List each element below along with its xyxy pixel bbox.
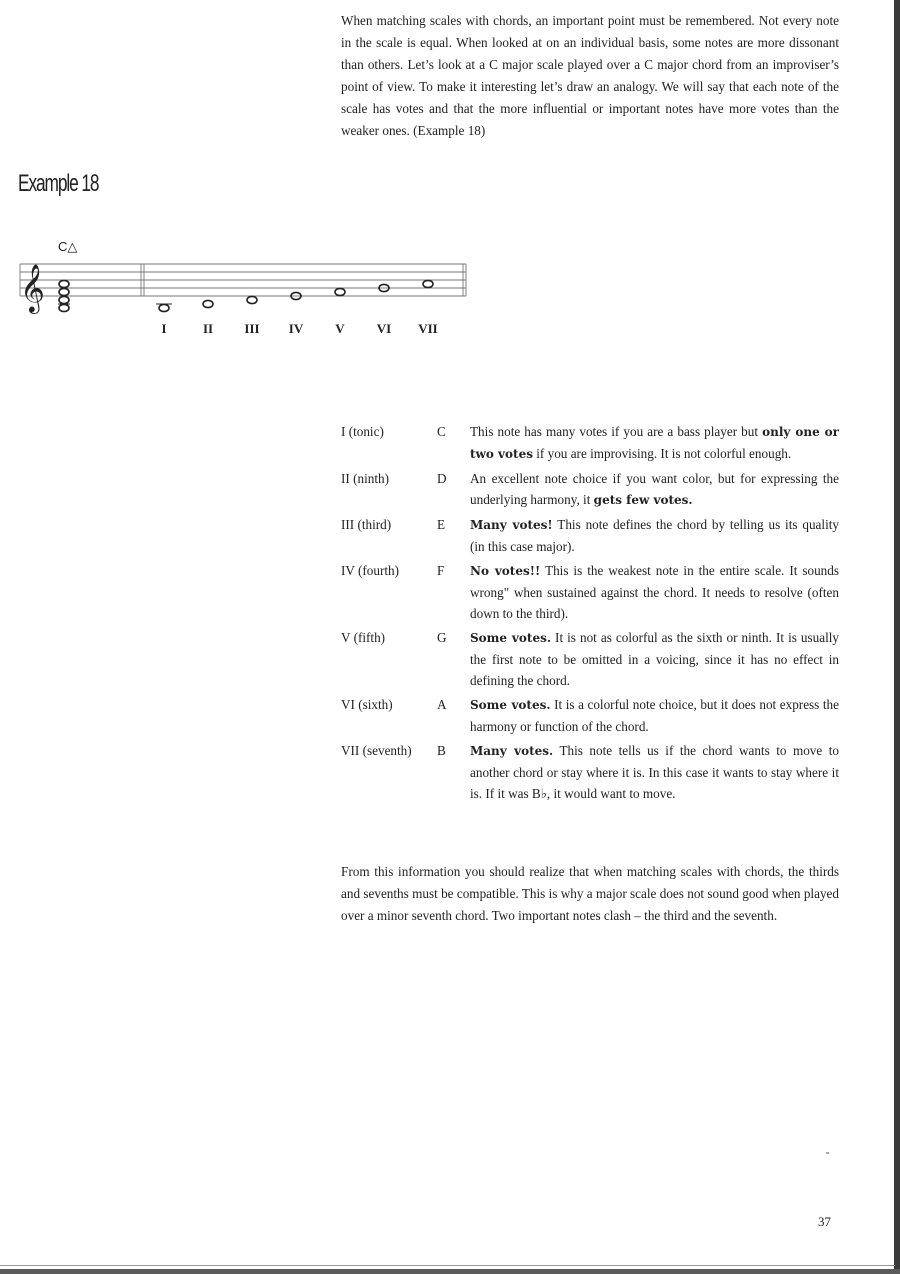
note-c (159, 304, 169, 311)
vote-degree: III (third) (341, 517, 392, 532)
numeral-5: V (335, 321, 345, 336)
vote-description: Many votes! This note defines the chord by telling us its quality (in this case major). (470, 517, 839, 554)
conclusion-paragraph: From this information you should realize that when matching scales with chords, the thirds and sevenths must be compatible. This is why a major scale does not sound good when played over a minor seventh chord. Two important notes clash – the third and the seventh. (341, 864, 839, 923)
page-edge-bottom (0, 1269, 900, 1274)
note-e (247, 296, 257, 303)
staff (20, 264, 466, 296)
chord-symbol: C△ (58, 239, 78, 254)
page-edge-right (894, 0, 900, 1274)
vote-row (341, 514, 839, 557)
vote-degree: V (fifth) (341, 630, 386, 645)
note-b (423, 280, 433, 287)
note-d (203, 300, 213, 307)
numeral-3: III (244, 321, 260, 336)
vote-note: D (437, 471, 447, 486)
vote-description: No votes!! This is the weakest note in the entire scale. It sounds wrong" when sustained against the chord. It needs to resolve (often down to the third). (470, 563, 839, 621)
vote-degree: VII (seventh) (341, 743, 412, 758)
vote-row (341, 627, 839, 691)
vote-note: A (437, 697, 447, 712)
vote-row (341, 740, 839, 804)
vote-description: This note has many votes if you are a bass player but only one or two votes if you are improvising. It is not colorful enough. (470, 424, 839, 461)
intro-paragraph: When matching scales with chords, an important point must be remembered. Not every note in the scale is equal. When looked at on an individual basis, some notes are more dissonant than others. Let’s look at a C major scale played over a C major chord from an improviser’s point of view. To make it interesting let’s draw an analogy. We will say that each note of the scale has votes and that the more influential or important notes have more votes than the weaker ones. (Example 18) (341, 13, 839, 138)
vote-degree: II (ninth) (341, 471, 389, 486)
page-speck (826, 1152, 829, 1154)
vote-row (341, 560, 839, 624)
vote-row (341, 468, 839, 511)
vote-row (341, 694, 839, 737)
vote-degree: IV (fourth) (341, 563, 399, 578)
vote-row (341, 421, 839, 465)
note-g (335, 288, 345, 295)
numeral-1: I (161, 321, 167, 336)
numeral-6: VI (376, 321, 392, 336)
page-edge-line (0, 1265, 895, 1266)
treble-clef-icon: 𝄞 (20, 263, 45, 312)
vote-note: F (437, 563, 445, 578)
roman-numerals (161, 321, 437, 336)
vote-description: Some votes. It is a colorful note choice, but it does not express the harmony or function of the chord. (470, 697, 839, 734)
numeral-4: IV (288, 321, 304, 336)
vote-note: E (437, 517, 446, 532)
music-notation (18, 232, 478, 352)
vote-degree: I (tonic) (341, 424, 384, 439)
vote-note: B (437, 743, 446, 758)
numeral-7: VII (418, 321, 438, 336)
vote-note: C (437, 424, 446, 439)
page-number: 37 (818, 1214, 831, 1229)
numeral-2: II (202, 321, 214, 336)
vote-description: Some votes. It is not as colorful as the sixth or ninth. It is usually the first note to be omitted in a voicing, since it has no effect in defining the chord. (470, 630, 839, 688)
votes-table (341, 421, 839, 807)
vote-description: An excellent note choice if you want color, but for expressing the underlying harmony, it gets few votes. (470, 471, 839, 507)
vote-note: G (437, 630, 447, 645)
example-title: Example 18 (18, 170, 99, 197)
vote-degree: VI (sixth) (341, 697, 393, 712)
vote-description: Many votes. This note tells us if the chord wants to move to another chord or stay where it is. In this case it wants to stay where it is. If it was B♭, it would want to move. (470, 743, 839, 801)
